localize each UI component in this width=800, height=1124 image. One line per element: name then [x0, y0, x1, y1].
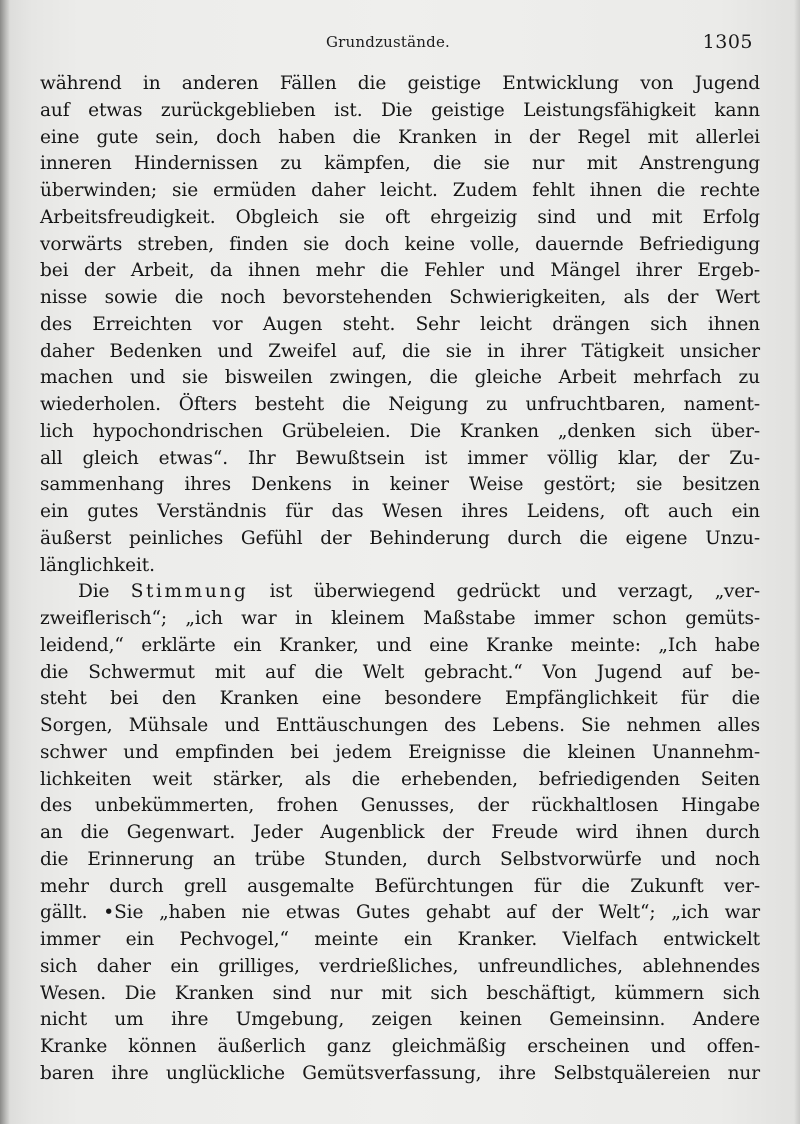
page-shadow-left — [0, 0, 10, 1124]
text-line: sich daher ein grilliges, verdrießliches, unfreundliches, ablehnendes — [40, 955, 760, 977]
text-line: des Erreichten vor Augen steht. Sehr leicht drängen sich ihnen — [40, 313, 760, 335]
paragraph-first-line — [40, 579, 760, 606]
text-line: baren ihre unglückliche Gemütsverfassung, ihre Selbstquälereien nur — [40, 1062, 760, 1084]
text-line: Wesen. Die Kranken sind nur mit sich beschäftigt, kümmern sich — [40, 982, 760, 1004]
text-line: gällt. •Sie „haben nie etwas Gutes gehabt auf der Welt“; „ich war — [40, 902, 760, 924]
text-line: äußerst peinliches Gefühl der Behinderung durch die eigene Unzu- — [40, 527, 760, 549]
text-line: die Erinnerung an trübe Stunden, durch Selbstvorwürfe und noch — [40, 848, 760, 870]
text-line: inneren Hindernissen zu kämpfen, die sie nur mit Anstrengung — [40, 153, 760, 175]
text-line: wiederholen. Öfters besteht die Neigung zu unfruchtbaren, nament- — [40, 394, 760, 415]
text-line: bei der Arbeit, da ihnen mehr die Fehler und Mängel ihrer Ergeb- — [40, 260, 760, 282]
running-head-title: Grundzustände. — [326, 33, 451, 51]
text-line: des unbekümmerten, frohen Genusses, der rückhaltlosen Hingabe — [40, 795, 760, 817]
text-line: mehr durch grell ausgemalte Befürchtungen für die Zukunft ver- — [40, 875, 760, 897]
text-line: länglichkeit. — [40, 554, 155, 576]
text-line: während in anderen Fällen die geistige Entwicklung von Jugend — [40, 73, 760, 94]
text-run: ist überwiegend gedrückt und verzagt, „ver- — [248, 581, 760, 603]
text-line: nisse sowie die noch bevorstehenden Schwierigkeiten, als der Wert — [40, 287, 760, 308]
text-line: daher Bedenken und Zweifel auf, die sie in ihrer Tätigkeit unsicher — [40, 340, 760, 362]
text-line: steht bei den Kranken eine besondere Empfänglichkeit für die — [40, 688, 760, 710]
text-line: an die Gegenwart. Jeder Augenblick der Freude wird ihnen durch — [40, 822, 760, 843]
text-line: immer ein Pechvogel,“ meinte ein Kranker. Vielfach entwickelt — [40, 929, 760, 950]
page-number: 1305 — [702, 31, 753, 53]
text-line: schwer und empfinden bei jedem Ereignisse die kleinen Unannehm- — [40, 741, 760, 763]
text-line: leidend,“ erklärte ein Kranker, und eine Kranke meinte: „Ich habe — [40, 634, 760, 656]
text-run: Die — [78, 581, 131, 603]
text-line: zweiflerisch“; „ich war in kleinem Maßstabe immer schon gemüts- — [40, 608, 760, 629]
text-line: ein gutes Verständnis für das Wesen ihres Leidens, oft auch ein — [40, 501, 760, 522]
text-line: Arbeitsfreudigkeit. Obgleich sie oft ehrgeizig sind und mit Erfolg — [40, 206, 760, 228]
spaced-emphasis: Stimmung — [130, 581, 249, 603]
text-line: die Schwermut mit auf die Welt gebracht.“ Von Jugend auf be- — [40, 661, 760, 683]
text-line: all gleich etwas“. Ihr Bewußtsein ist immer völlig klar, der Zu- — [40, 447, 760, 469]
page-shadow-right — [794, 0, 800, 1124]
text-line: auf etwas zurückgeblieben ist. Die geistige Leistungsfähigkeit kann — [40, 99, 760, 121]
text-line: vorwärts streben, finden sie doch keine volle, dauernde Befriedigung — [40, 233, 760, 255]
text-line: Sorgen, Mühsale und Enttäuschungen des Lebens. Sie nehmen alles — [40, 715, 760, 736]
text-line: eine gute sein, doch haben die Kranken in der Regel mit allerlei — [40, 126, 760, 148]
paragraph-1 — [40, 71, 760, 579]
text-line: sammenhang ihres Denkens in keiner Weise gestört; sie besitzen — [40, 474, 760, 496]
text-line: überwinden; sie ermüden daher leicht. Zudem fehlt ihnen die rechte — [40, 180, 760, 201]
text-line: machen und sie bisweilen zwingen, die gleiche Arbeit mehrfach zu — [40, 367, 760, 389]
text-line: Kranke können äußerlich ganz gleichmäßig erscheinen und offen- — [40, 1036, 760, 1057]
text-line: nicht um ihre Umgebung, zeigen keinen Gemeinsinn. Andere — [40, 1009, 760, 1031]
paragraph-2 — [40, 579, 760, 1087]
text-line: lichkeiten weit stärker, als die erhebenden, befriedigenden Seiten — [40, 768, 760, 790]
running-head — [0, 32, 800, 56]
body-text — [40, 71, 760, 1088]
text-line: lich hypochondrischen Grübeleien. Die Kranken „denken sich über- — [40, 420, 760, 442]
